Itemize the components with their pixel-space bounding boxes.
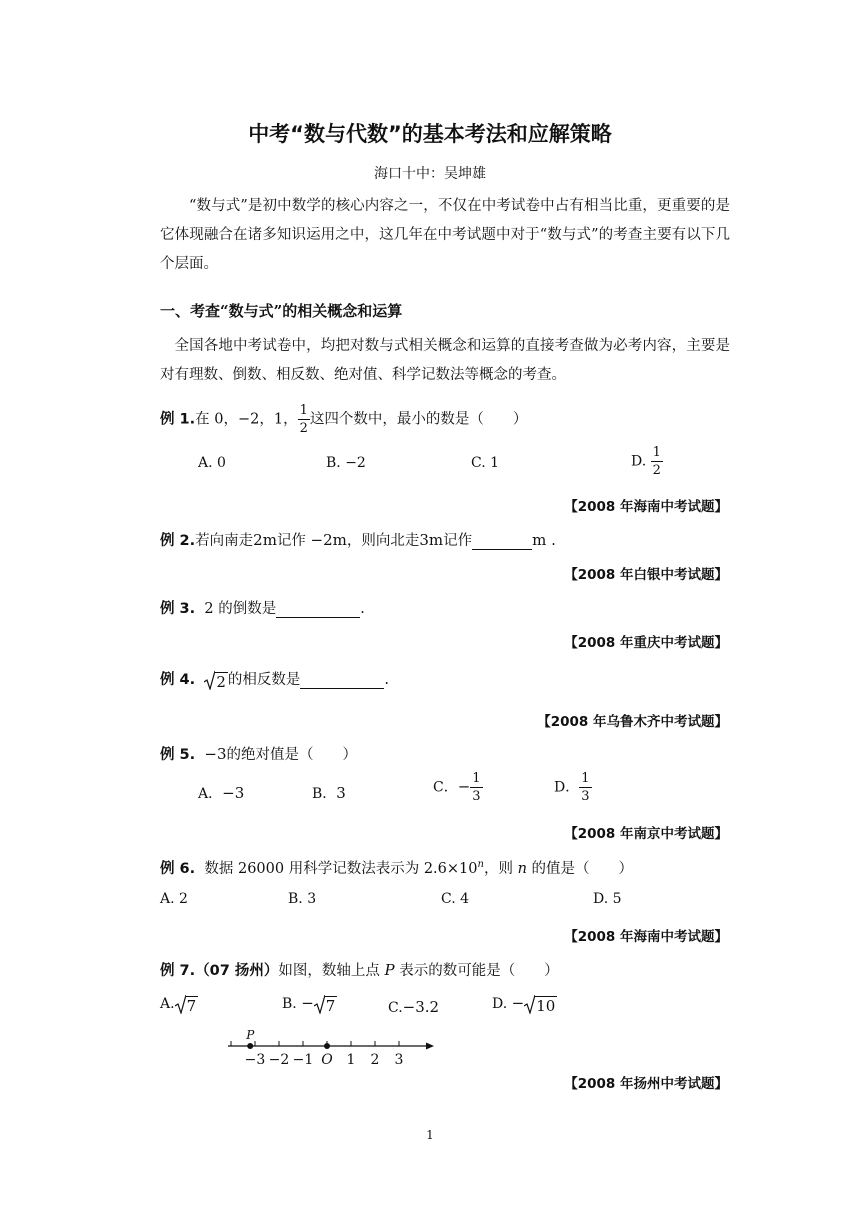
source-citation: 【2008 年乌鲁木齐中考试题】 <box>537 714 728 730</box>
numerator: 1 <box>581 771 590 786</box>
math-value: 3m <box>419 531 444 549</box>
question-text: ，则 <box>483 861 513 877</box>
option-label: B． <box>312 786 337 802</box>
example-label: 例 6. <box>160 861 196 877</box>
math-value: −3 <box>222 784 245 802</box>
axis-tick-label: −2 <box>268 1052 290 1068</box>
denominator: 2 <box>299 421 308 436</box>
option-label: A． <box>198 786 223 802</box>
example-1-question <box>160 404 527 435</box>
math-value: 2m <box>253 531 277 549</box>
option-c: C. 1 <box>471 455 500 471</box>
intro-paragraph: “数与式”是初中数学的核心内容之一，不仅在中考试卷中占有相当比重，更重要的是它体现融合在诸多知识运用之中，这几年在中考试题中对于“数与式”的考查主要有以下几个层面。 <box>160 198 730 272</box>
denominator: 2 <box>652 463 661 478</box>
source-citation: 【2008 年重庆中考试题】 <box>564 635 728 651</box>
example-label: 例 2. <box>160 533 196 549</box>
example-label: 例 5. <box>160 747 196 763</box>
point-p-marker <box>247 1043 253 1049</box>
example-label: 例 1. <box>160 411 196 428</box>
math-value: −3.2 <box>402 998 440 1016</box>
math-value: 3 <box>336 784 346 802</box>
source-citation: 【2008 年扬州中考试题】 <box>564 1076 728 1092</box>
fraction <box>579 772 591 803</box>
example-label: 例 3. <box>160 601 196 617</box>
section-description: 全国各地中考试卷中，均把对数与式相关概念和运算的直接考查做为必考内容，主要是对有理数、倒数、相反数、绝对值、科学记数法等概念的考查。 <box>160 338 730 383</box>
question-text: 如图，数轴上点 <box>278 963 380 979</box>
radical-sign-icon <box>204 670 215 690</box>
fraction <box>651 446 663 477</box>
fraction <box>298 404 310 435</box>
math-value: −2m <box>310 531 347 549</box>
option-a <box>198 783 244 803</box>
question-text: 在 0，−2，1， <box>195 411 298 428</box>
minus-sign: − <box>457 777 471 796</box>
variable: n <box>517 861 527 877</box>
option-b <box>312 783 346 803</box>
question-text: 若向南走 <box>195 533 254 549</box>
numerator: 1 <box>299 403 308 418</box>
numerator: 1 <box>472 771 481 786</box>
option-label: D. <box>631 453 647 470</box>
punctuation: . <box>360 601 365 617</box>
origin-marker <box>324 1043 330 1049</box>
example-7-question <box>160 959 559 980</box>
option-a: A. 0 <box>198 455 226 471</box>
example-label: 例 4. <box>160 672 196 688</box>
option-c <box>433 772 483 803</box>
point-p-label: P <box>246 1028 255 1042</box>
question-text: 记作 <box>443 533 473 549</box>
answer-blank <box>472 533 532 550</box>
page-number: 1 <box>426 1128 434 1142</box>
square-root <box>314 994 338 1014</box>
question-text: 2 的倒数是 <box>204 601 277 617</box>
square-root <box>175 994 199 1014</box>
exponent: n <box>477 859 484 871</box>
math-value: −3 <box>204 745 227 763</box>
question-text: 的绝对值是（ ） <box>226 747 357 763</box>
axis-tick-label: 1 <box>346 1052 356 1068</box>
number-line-diagram <box>220 1026 440 1072</box>
axis-tick-label: −1 <box>292 1052 314 1068</box>
numerator: 1 <box>652 445 661 460</box>
radical-sign-icon <box>175 994 186 1014</box>
option-label: A. <box>160 996 175 1012</box>
question-text: 记作 <box>276 533 306 549</box>
option-a <box>160 994 198 1014</box>
option-b: B. −2 <box>326 455 366 471</box>
punctuation: . <box>384 672 390 688</box>
minus-sign: − <box>511 994 525 1012</box>
option-c: C. 4 <box>441 891 470 907</box>
example-6-question <box>160 857 633 878</box>
axis-tick-label: O <box>321 1052 333 1068</box>
radicand: 10 <box>536 996 556 1015</box>
question-text: 的值是（ ） <box>531 861 634 877</box>
denominator: 3 <box>472 789 481 804</box>
option-label: C． <box>433 779 458 796</box>
question-text: 这四个数中，最小的数是（ ） <box>309 411 528 428</box>
page-title: 中考“数与代数”的基本考法和应解策略 <box>248 122 612 146</box>
source-citation: 【2008 年南京中考试题】 <box>564 826 728 842</box>
unit: m . <box>532 531 556 549</box>
radicand: 7 <box>186 996 197 1015</box>
axis-tick-label: −3 <box>244 1052 266 1068</box>
question-text: 的相反数是 <box>227 672 301 688</box>
answer-blank <box>300 672 384 689</box>
axis-arrow-icon <box>426 1043 434 1050</box>
answer-blank <box>276 601 360 618</box>
question-text: 数据 26000 用科学记数法表示为 2.6×10 <box>204 861 478 877</box>
source-citation: 【2008 年白银中考试题】 <box>564 567 728 583</box>
denominator: 3 <box>581 789 590 804</box>
option-label: C. <box>388 1000 403 1016</box>
option-label: D. <box>492 996 508 1012</box>
radicand: 7 <box>325 996 336 1015</box>
variable: P <box>384 961 395 979</box>
question-tag: （07 扬州） <box>195 963 279 979</box>
radical-sign-icon <box>314 994 325 1014</box>
option-d <box>492 994 557 1014</box>
option-c <box>388 998 439 1016</box>
option-d: D. 5 <box>593 891 622 907</box>
example-4-question <box>160 668 389 690</box>
option-a: A. 2 <box>160 891 188 907</box>
fraction <box>470 772 482 803</box>
option-d <box>631 446 663 477</box>
minus-sign: − <box>301 994 314 1012</box>
example-2-question <box>160 529 556 550</box>
source-citation: 【2008 年海南中考试题】 <box>564 929 728 945</box>
example-5-question <box>160 743 357 764</box>
example-label: 例 7. <box>160 963 196 979</box>
option-label: D． <box>554 779 580 796</box>
option-b <box>282 994 337 1014</box>
radical-sign-icon <box>524 994 535 1014</box>
radicand: 2 <box>216 672 226 691</box>
option-label: B. <box>282 996 297 1012</box>
question-text: ，则向北走 <box>346 533 420 549</box>
question-text: 表示的数可能是（ ） <box>399 963 559 979</box>
square-root <box>524 994 557 1014</box>
axis-tick-label: 2 <box>370 1052 380 1068</box>
square-root <box>204 670 228 690</box>
author-line: 海口十中：吴坤雄 <box>374 166 486 182</box>
source-citation: 【2008 年海南中考试题】 <box>564 499 728 515</box>
section-heading: 一、考查“数与式”的相关概念和运算 <box>160 302 403 320</box>
axis-tick-label: 3 <box>394 1052 404 1068</box>
option-b: B. 3 <box>288 891 317 907</box>
option-d <box>554 772 592 803</box>
example-3-question <box>160 597 365 618</box>
